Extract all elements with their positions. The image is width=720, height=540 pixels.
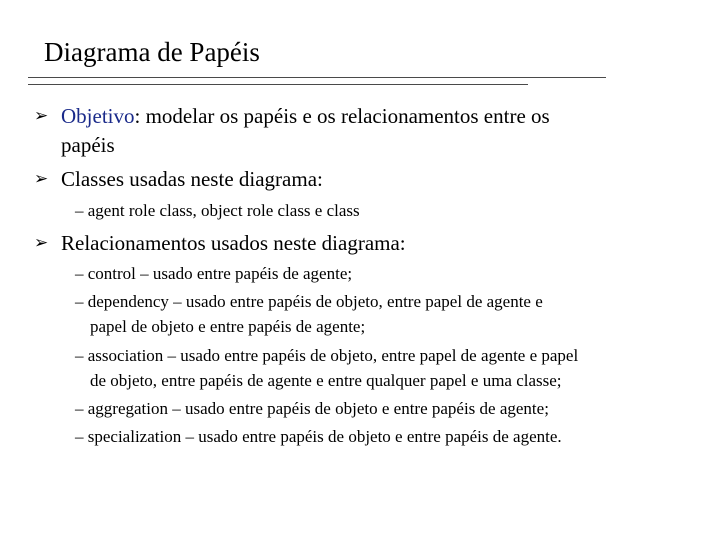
relationship-specialization: – specialization – usado entre papéis de objeto e entre papéis de agente. xyxy=(75,427,562,446)
classes-heading: Classes usadas neste diagrama: xyxy=(61,167,323,191)
relationship-association-cont: de objeto, entre papéis de agente e entre qualquer papel e uma classe; xyxy=(90,371,562,390)
relationship-control: – control – usado entre papéis de agente; xyxy=(75,264,353,283)
objective-line-1 xyxy=(61,103,550,129)
slide-title: Diagrama de Papéis xyxy=(44,37,260,67)
arrowhead-bullet-icon: ➢ xyxy=(34,233,49,252)
objective-line-2: papéis xyxy=(61,133,115,157)
title-rule-top xyxy=(28,77,606,78)
relationship-dependency-cont: papel de objeto e entre papéis de agente; xyxy=(90,317,366,336)
classes-item: – agent role class, object role class e class xyxy=(75,201,360,220)
title-rule-bottom xyxy=(28,84,528,85)
objective-label: Objetivo xyxy=(61,104,135,128)
relationship-dependency: – dependency – usado entre papéis de objeto, entre papel de agente e xyxy=(75,292,543,311)
arrowhead-bullet-icon: ➢ xyxy=(34,169,49,188)
objective-text: : modelar os papéis e os relacionamentos entre os xyxy=(134,104,550,128)
relationship-aggregation: – aggregation – usado entre papéis de objeto e entre papéis de agente; xyxy=(75,399,549,418)
relationships-heading: Relacionamentos usados neste diagrama: xyxy=(61,231,406,255)
relationship-association: – association – usado entre papéis de objeto, entre papel de agente e papel xyxy=(75,346,579,365)
arrowhead-bullet-icon: ➢ xyxy=(34,106,49,125)
